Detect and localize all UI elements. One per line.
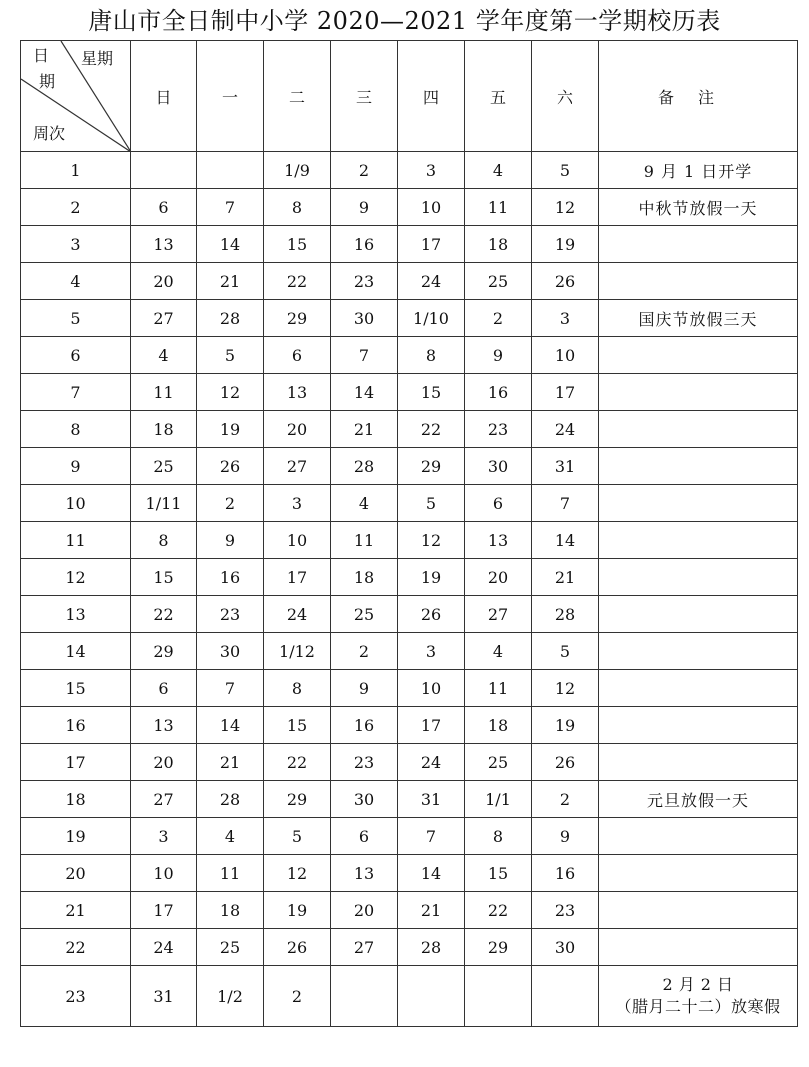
table-row [21, 522, 798, 559]
day-cell: 14 [197, 226, 264, 263]
day-cell: 17 [398, 707, 465, 744]
header-sunday: 日 [131, 41, 197, 152]
day-cell: 20 [465, 559, 532, 596]
day-cell: 8 [264, 189, 331, 226]
day-cell: 9 [197, 522, 264, 559]
header-tuesday: 二 [264, 41, 331, 152]
day-cell: 5 [398, 485, 465, 522]
header-monday: 一 [197, 41, 264, 152]
day-cell: 23 [331, 263, 398, 300]
day-cell: 24 [264, 596, 331, 633]
day-cell: 13 [131, 707, 197, 744]
table-row [21, 781, 798, 818]
day-cell: 8 [465, 818, 532, 855]
day-cell: 26 [532, 263, 599, 300]
day-cell: 3 [398, 152, 465, 189]
note-cell [599, 448, 798, 485]
day-cell: 2 [331, 152, 398, 189]
table-row [21, 152, 798, 189]
day-cell: 5 [532, 152, 599, 189]
day-cell: 29 [264, 781, 331, 818]
calendar-body [21, 152, 798, 1027]
day-cell: 17 [264, 559, 331, 596]
day-cell: 1/11 [131, 485, 197, 522]
day-cell: 21 [331, 411, 398, 448]
day-cell: 24 [398, 263, 465, 300]
day-cell: 24 [398, 744, 465, 781]
day-cell: 17 [532, 374, 599, 411]
day-cell: 7 [331, 337, 398, 374]
day-cell: 12 [532, 670, 599, 707]
day-cell: 25 [331, 596, 398, 633]
day-cell: 4 [197, 818, 264, 855]
note-cell: 9 月 1 日开学 [599, 152, 798, 189]
day-cell: 30 [197, 633, 264, 670]
note-cell [599, 855, 798, 892]
table-row-last [21, 966, 798, 1027]
note-cell [599, 892, 798, 929]
day-cell: 30 [331, 300, 398, 337]
day-cell: 12 [197, 374, 264, 411]
table-row [21, 559, 798, 596]
day-cell: 11 [131, 374, 197, 411]
day-cell: 28 [532, 596, 599, 633]
note-cell [599, 818, 798, 855]
week-number-cell: 12 [21, 559, 131, 596]
day-cell: 15 [264, 226, 331, 263]
day-cell: 17 [131, 892, 197, 929]
week-number-cell: 18 [21, 781, 131, 818]
note-cell [599, 633, 798, 670]
day-cell: 3 [398, 633, 465, 670]
day-cell: 4 [131, 337, 197, 374]
day-cell: 17 [398, 226, 465, 263]
day-cell: 26 [264, 929, 331, 966]
day-cell: 9 [331, 189, 398, 226]
day-cell: 3 [131, 818, 197, 855]
day-cell: 11 [197, 855, 264, 892]
week-number-cell: 17 [21, 744, 131, 781]
table-row [21, 300, 798, 337]
day-cell: 13 [331, 855, 398, 892]
day-cell: 22 [131, 596, 197, 633]
day-cell: 16 [465, 374, 532, 411]
day-cell: 18 [131, 411, 197, 448]
day-cell: 22 [264, 744, 331, 781]
day-cell: 31 [131, 966, 197, 1027]
day-cell: 3 [532, 300, 599, 337]
day-cell: 26 [398, 596, 465, 633]
header-friday: 五 [465, 41, 532, 152]
day-cell: 13 [131, 226, 197, 263]
note-cell [599, 670, 798, 707]
note-line-1: 2 月 2 日 [662, 975, 734, 994]
day-cell: 5 [532, 633, 599, 670]
day-cell: 19 [532, 226, 599, 263]
corner-label-date: 期 [39, 72, 56, 91]
day-cell: 14 [331, 374, 398, 411]
week-number-cell: 11 [21, 522, 131, 559]
day-cell: 6 [264, 337, 331, 374]
day-cell: 14 [532, 522, 599, 559]
table-row [21, 855, 798, 892]
day-cell [197, 152, 264, 189]
table-row [21, 337, 798, 374]
note-cell [599, 707, 798, 744]
day-cell: 9 [465, 337, 532, 374]
day-cell: 13 [465, 522, 532, 559]
day-cell: 6 [331, 818, 398, 855]
day-cell: 7 [398, 818, 465, 855]
day-cell [398, 966, 465, 1027]
day-cell: 10 [398, 189, 465, 226]
note-cell [599, 263, 798, 300]
day-cell: 26 [532, 744, 599, 781]
day-cell: 6 [465, 485, 532, 522]
table-row [21, 226, 798, 263]
day-cell: 16 [331, 707, 398, 744]
day-cell: 8 [398, 337, 465, 374]
week-number-cell: 10 [21, 485, 131, 522]
note-cell: 元旦放假一天 [599, 781, 798, 818]
table-row [21, 707, 798, 744]
note-cell: 国庆节放假三天 [599, 300, 798, 337]
week-number-cell: 21 [21, 892, 131, 929]
day-cell: 28 [398, 929, 465, 966]
day-cell: 29 [264, 300, 331, 337]
day-cell: 23 [465, 411, 532, 448]
day-cell: 12 [398, 522, 465, 559]
page-title: 唐山市全日制中小学 2020—2021 学年度第一学期校历表 [88, 7, 721, 35]
day-cell: 21 [197, 263, 264, 300]
day-cell: 7 [532, 485, 599, 522]
day-cell: 30 [465, 448, 532, 485]
day-cell: 1/1 [465, 781, 532, 818]
corner-label-day: 日 [33, 46, 50, 65]
day-cell: 16 [197, 559, 264, 596]
day-cell: 28 [197, 300, 264, 337]
day-cell: 18 [197, 892, 264, 929]
note-cell [599, 929, 798, 966]
day-cell: 30 [331, 781, 398, 818]
note-cell [599, 522, 798, 559]
week-number-cell: 1 [21, 152, 131, 189]
table-row [21, 485, 798, 522]
note-cell [599, 559, 798, 596]
day-cell: 2 [264, 966, 331, 1027]
note-cell: 中秋节放假一天 [599, 189, 798, 226]
day-cell: 1/9 [264, 152, 331, 189]
day-cell: 11 [331, 522, 398, 559]
day-cell: 25 [465, 263, 532, 300]
table-row [21, 189, 798, 226]
day-cell: 13 [264, 374, 331, 411]
day-cell: 19 [197, 411, 264, 448]
day-cell: 4 [465, 152, 532, 189]
day-cell: 18 [465, 707, 532, 744]
table-row [21, 929, 798, 966]
day-cell: 24 [131, 929, 197, 966]
week-number-cell: 19 [21, 818, 131, 855]
day-cell: 16 [331, 226, 398, 263]
table-row [21, 670, 798, 707]
day-cell: 28 [331, 448, 398, 485]
day-cell: 25 [197, 929, 264, 966]
week-number-cell: 13 [21, 596, 131, 633]
day-cell: 26 [197, 448, 264, 485]
week-number-cell: 5 [21, 300, 131, 337]
day-cell: 15 [398, 374, 465, 411]
day-cell: 22 [465, 892, 532, 929]
note-cell [599, 485, 798, 522]
day-cell: 11 [465, 670, 532, 707]
day-cell: 14 [197, 707, 264, 744]
day-cell [331, 966, 398, 1027]
week-number-cell: 16 [21, 707, 131, 744]
day-cell: 20 [331, 892, 398, 929]
day-cell: 2 [197, 485, 264, 522]
day-cell: 2 [331, 633, 398, 670]
week-number-cell: 15 [21, 670, 131, 707]
day-cell: 25 [465, 744, 532, 781]
day-cell: 1/2 [197, 966, 264, 1027]
day-cell: 8 [264, 670, 331, 707]
note-cell [599, 337, 798, 374]
day-cell [532, 966, 599, 1027]
corner-label-week-number: 周次 [33, 124, 66, 143]
table-row [21, 411, 798, 448]
day-cell: 21 [197, 744, 264, 781]
day-cell: 23 [331, 744, 398, 781]
note-cell [599, 374, 798, 411]
day-cell: 21 [532, 559, 599, 596]
table-row [21, 744, 798, 781]
note-line-2: （腊月二十二）放寒假 [615, 997, 781, 1016]
day-cell [131, 152, 197, 189]
day-cell: 23 [197, 596, 264, 633]
day-cell: 5 [264, 818, 331, 855]
day-cell: 9 [331, 670, 398, 707]
day-cell: 10 [131, 855, 197, 892]
day-cell: 7 [197, 670, 264, 707]
day-cell: 20 [264, 411, 331, 448]
day-cell [465, 966, 532, 1027]
day-cell: 29 [398, 448, 465, 485]
table-row [21, 633, 798, 670]
day-cell: 10 [532, 337, 599, 374]
day-cell: 22 [398, 411, 465, 448]
note-cell [599, 596, 798, 633]
table-row [21, 448, 798, 485]
day-cell: 20 [131, 263, 197, 300]
note-cell [599, 744, 798, 781]
day-cell: 29 [131, 633, 197, 670]
day-cell: 11 [465, 189, 532, 226]
day-cell: 2 [532, 781, 599, 818]
day-cell: 28 [197, 781, 264, 818]
day-cell: 2 [465, 300, 532, 337]
week-number-cell: 3 [21, 226, 131, 263]
school-calendar-table [20, 40, 798, 1027]
header-saturday: 六 [532, 41, 599, 152]
day-cell: 10 [264, 522, 331, 559]
day-cell: 31 [398, 781, 465, 818]
week-number-cell: 20 [21, 855, 131, 892]
week-number-cell: 2 [21, 189, 131, 226]
week-number-cell: 4 [21, 263, 131, 300]
day-cell: 27 [131, 300, 197, 337]
day-cell: 30 [532, 929, 599, 966]
note-cell [599, 966, 798, 1027]
day-cell: 15 [465, 855, 532, 892]
day-cell: 18 [331, 559, 398, 596]
day-cell: 12 [532, 189, 599, 226]
day-cell: 9 [532, 818, 599, 855]
day-cell: 7 [197, 189, 264, 226]
week-number-cell: 22 [21, 929, 131, 966]
note-cell [599, 411, 798, 448]
day-cell: 20 [131, 744, 197, 781]
day-cell: 24 [532, 411, 599, 448]
week-number-cell: 9 [21, 448, 131, 485]
week-number-cell: 6 [21, 337, 131, 374]
day-cell: 5 [197, 337, 264, 374]
day-cell: 16 [532, 855, 599, 892]
header-thursday: 四 [398, 41, 465, 152]
corner-label-weekday: 星期 [81, 49, 114, 68]
note-cell [599, 226, 798, 263]
corner-header-cell [21, 41, 131, 152]
day-cell: 4 [331, 485, 398, 522]
week-number-cell: 14 [21, 633, 131, 670]
day-cell: 10 [398, 670, 465, 707]
header-row [21, 41, 798, 152]
day-cell: 1/12 [264, 633, 331, 670]
day-cell: 6 [131, 670, 197, 707]
day-cell: 19 [532, 707, 599, 744]
day-cell: 15 [131, 559, 197, 596]
week-number-cell: 23 [21, 966, 131, 1027]
day-cell: 14 [398, 855, 465, 892]
day-cell: 27 [131, 781, 197, 818]
day-cell: 8 [131, 522, 197, 559]
header-notes: 备注 [599, 41, 798, 152]
day-cell: 18 [465, 226, 532, 263]
table-row [21, 596, 798, 633]
day-cell: 27 [331, 929, 398, 966]
day-cell: 15 [264, 707, 331, 744]
table-row [21, 818, 798, 855]
day-cell: 1/10 [398, 300, 465, 337]
table-row [21, 263, 798, 300]
table-row [21, 892, 798, 929]
day-cell: 3 [264, 485, 331, 522]
week-number-cell: 8 [21, 411, 131, 448]
day-cell: 29 [465, 929, 532, 966]
day-cell: 25 [131, 448, 197, 485]
day-cell: 19 [398, 559, 465, 596]
header-wednesday: 三 [331, 41, 398, 152]
day-cell: 12 [264, 855, 331, 892]
day-cell: 21 [398, 892, 465, 929]
day-cell: 22 [264, 263, 331, 300]
day-cell: 27 [465, 596, 532, 633]
day-cell: 27 [264, 448, 331, 485]
week-number-cell: 7 [21, 374, 131, 411]
day-cell: 6 [131, 189, 197, 226]
day-cell: 19 [264, 892, 331, 929]
day-cell: 23 [532, 892, 599, 929]
day-cell: 31 [532, 448, 599, 485]
day-cell: 4 [465, 633, 532, 670]
table-row [21, 374, 798, 411]
